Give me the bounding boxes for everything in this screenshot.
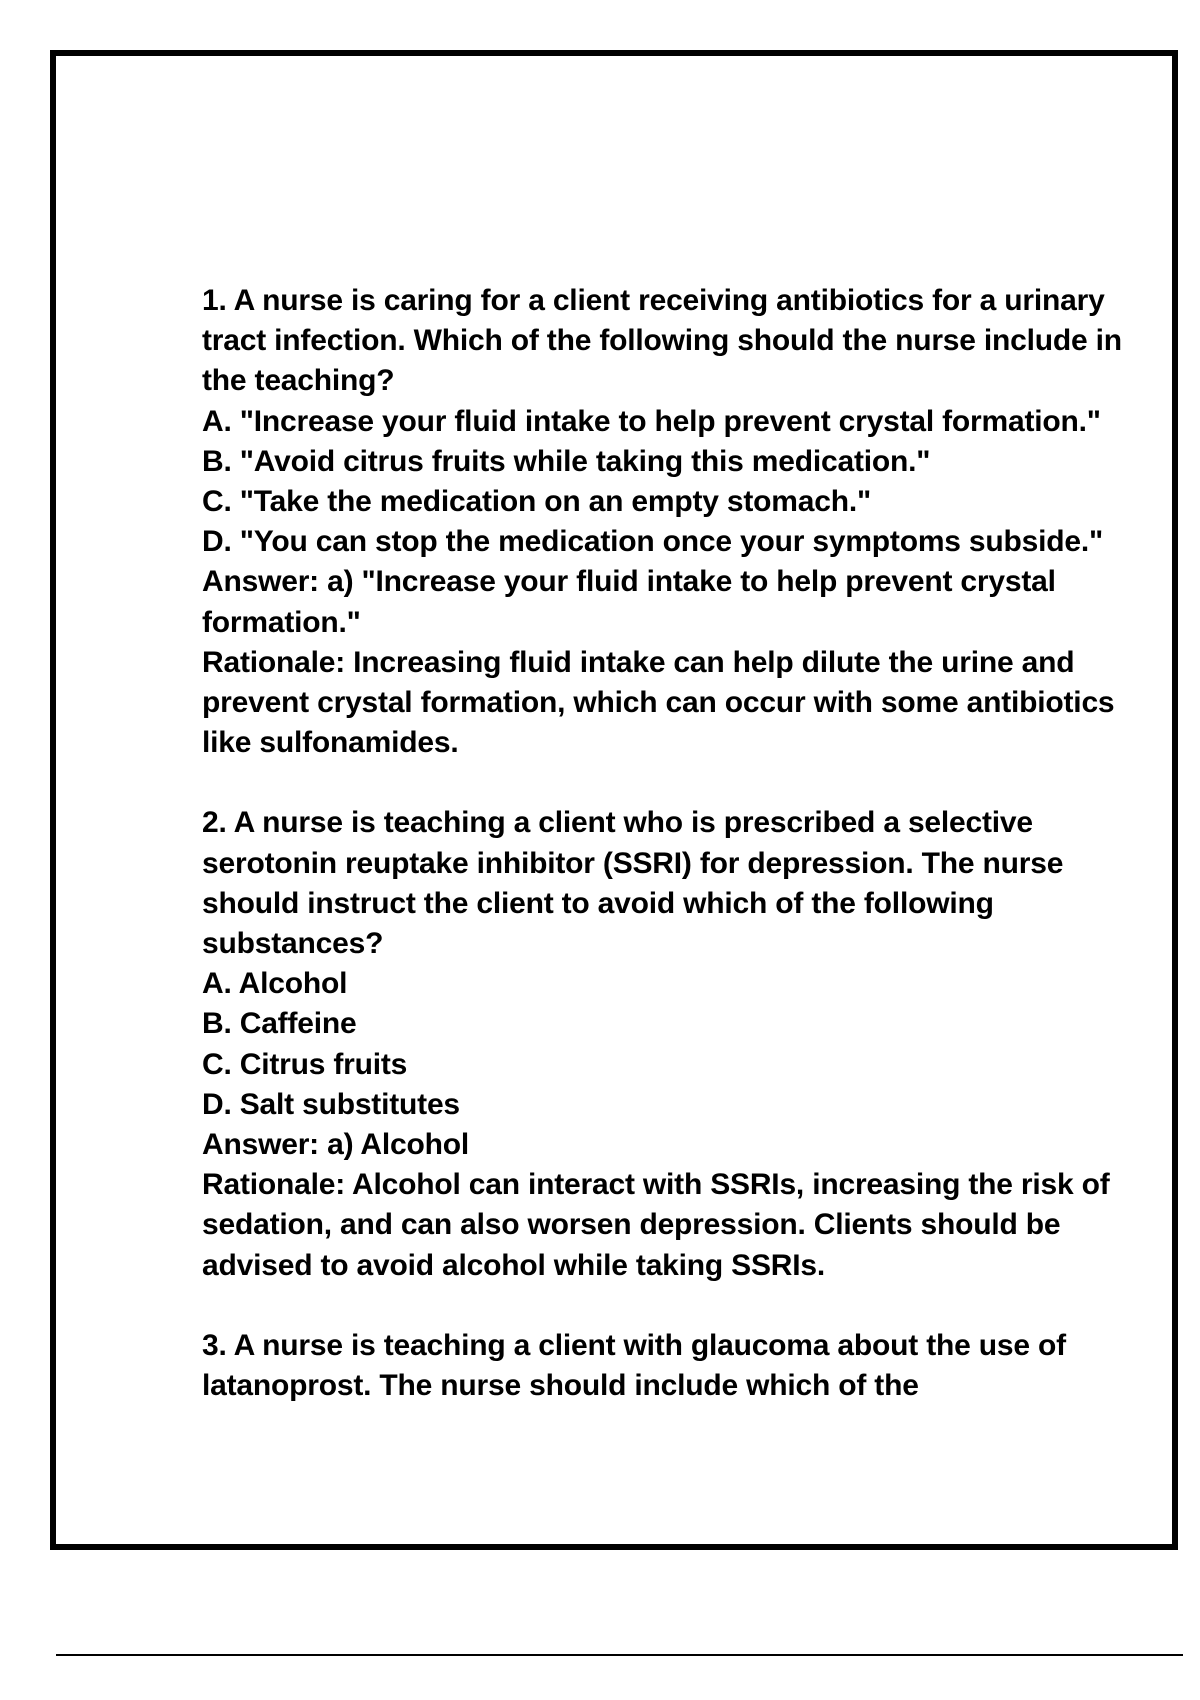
question-1-rationale: Rationale: Increasing fluid intake can help dilute the urine and prevent crystal formation, which can occur with some antibiotics like sulfonamides. [202, 645, 1115, 760]
question-1-option-a: A. "Increase your fluid intake to help prevent crystal formation." [202, 404, 1101, 438]
question-2-stem: 2. A nurse is teaching a client who is prescribed a selective serotonin reuptake inhibitor (SSRI) for depression. The nurse should instruct the client to avoid which of the following substances? [202, 806, 1064, 961]
page-frame [50, 50, 1178, 1550]
question-1-answer: Answer: a) "Increase your fluid intake to help prevent crystal formation." [202, 565, 1056, 639]
question-2 [202, 803, 1162, 1285]
question-1-option-c: C. "Take the medication on an empty stomach." [202, 485, 872, 519]
question-1-option-b: B. "Avoid citrus fruits while taking this medication." [202, 444, 931, 478]
question-2-option-c: C. Citrus fruits [202, 1047, 408, 1081]
question-1-option-d: D. "You can stop the medication once your symptoms subside." [202, 525, 1104, 559]
question-2-option-a: A. Alcohol [202, 967, 348, 1001]
question-2-option-b: B. Caffeine [202, 1007, 357, 1041]
question-2-option-d: D. Salt substitutes [202, 1087, 460, 1121]
question-1 [202, 281, 1162, 763]
question-list [202, 281, 1162, 1406]
question-2-answer: Answer: a) Alcohol [202, 1128, 469, 1162]
question-1-stem: 1. A nurse is caring for a client receiving antibiotics for a urinary tract infection. Which of the following should the nurse include in the teaching? [202, 284, 1122, 398]
question-2-rationale: Rationale: Alcohol can interact with SSRIs, increasing the risk of sedation, and can also worsen depression. Clients should be advised to avoid alcohol while taking SSRIs. [202, 1168, 1110, 1282]
question-3 [202, 1326, 1162, 1406]
question-3-stem: 3. A nurse is teaching a client with glaucoma about the use of latanoprost. The nurse should include which of the [202, 1328, 1066, 1403]
footer-divider [56, 1654, 1183, 1656]
